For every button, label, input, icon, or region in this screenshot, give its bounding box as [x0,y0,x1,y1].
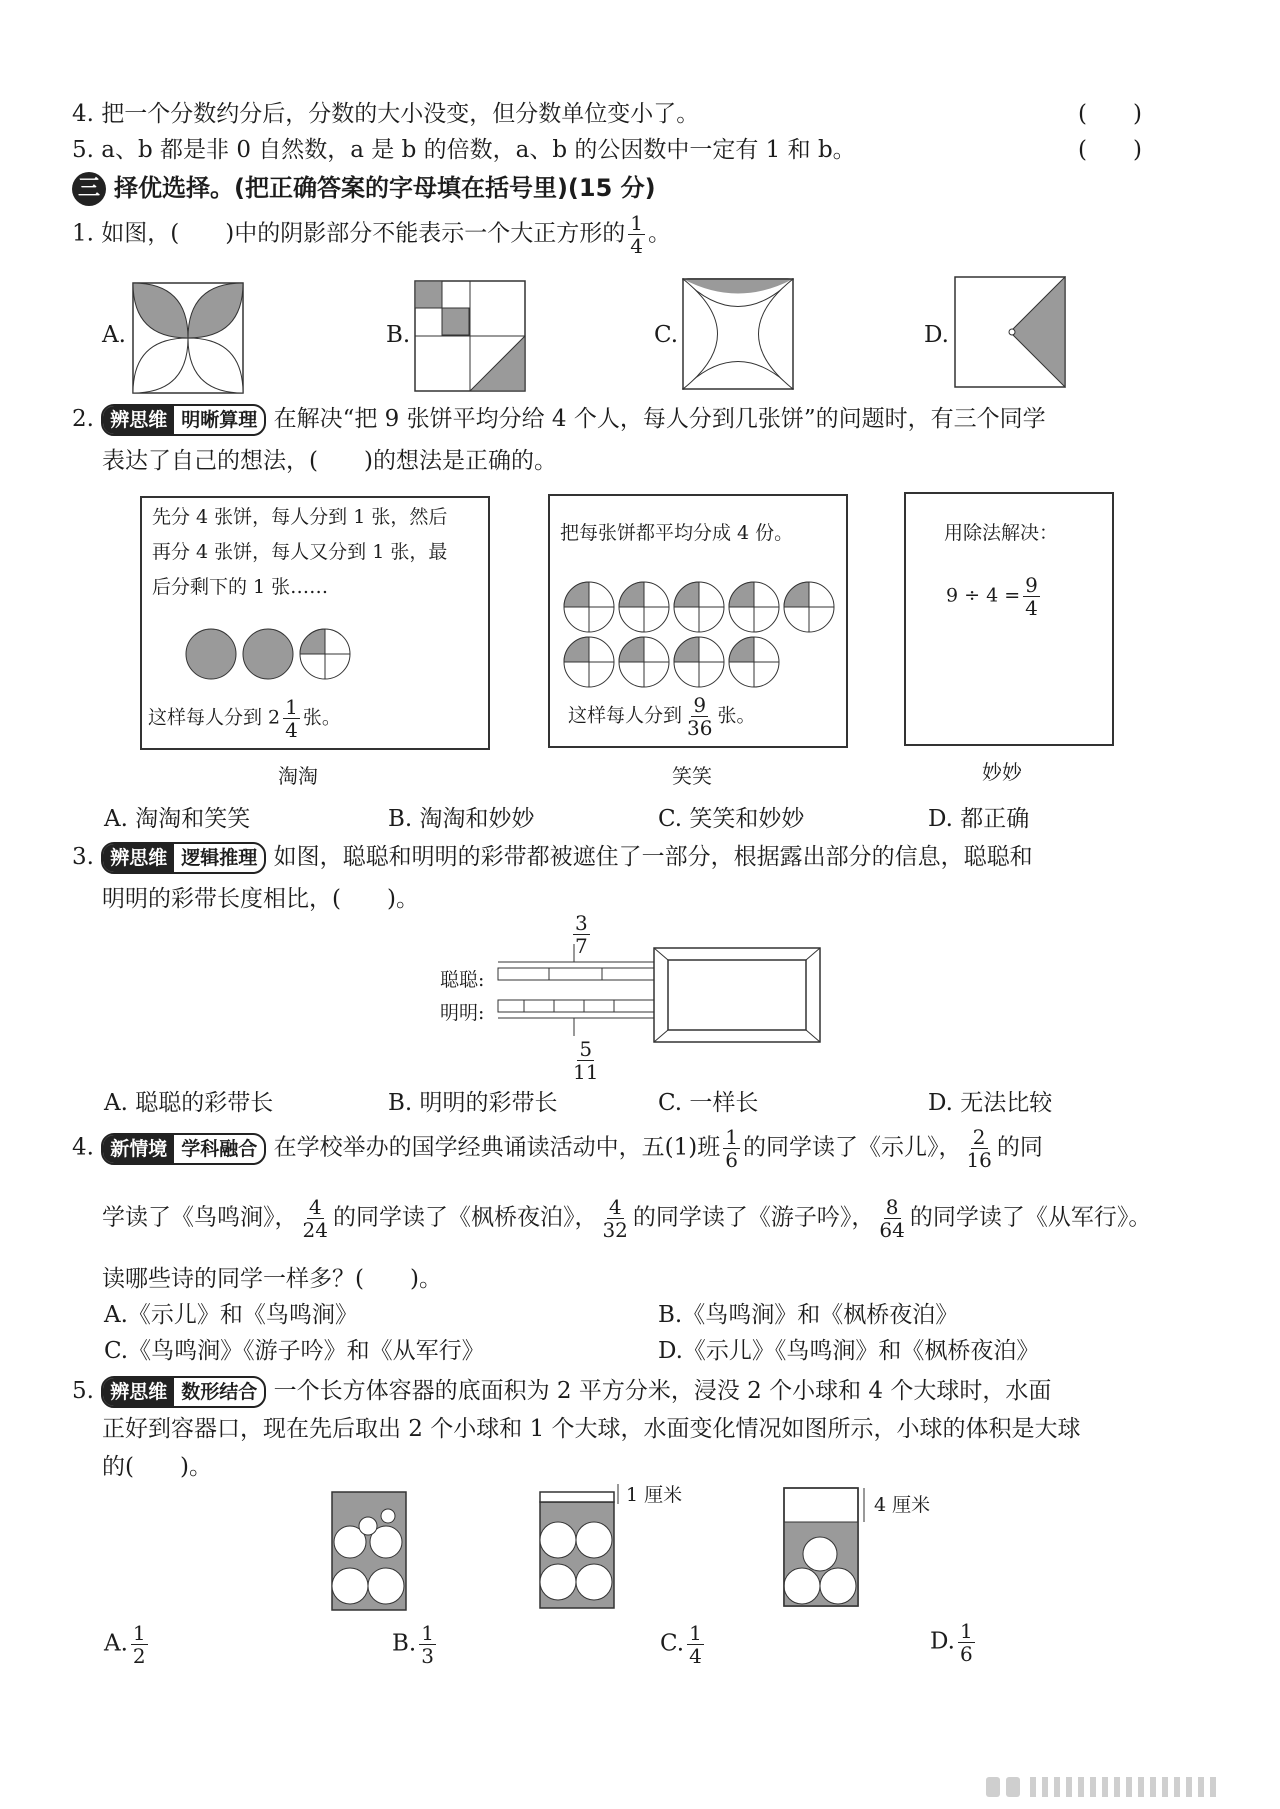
xiaoxiao-text: 把每张饼都平均分成 4 份。 [560,522,794,544]
question-number: 2. [72,406,94,432]
question-3-line-2: 明明的彩带长度相比，( )。 [102,886,419,912]
q3-option-d[interactable]: D. 无法比较 [928,1090,1053,1116]
miaomiao-text: 用除法解决： [944,522,1059,544]
question-number: 5. [72,1378,94,1404]
judge-item-5: 5. a、b 都是非 0 自然数，a 是 b 的倍数，a、b 的公因数中一定有 1 和 b。 [72,137,856,163]
q2-option-c[interactable]: C. 笑笑和妙妙 [658,806,805,832]
question-number: 3. [72,844,94,870]
ribbon-diagram [494,940,824,1046]
question-tag: 新情境 学科融合 [101,1133,266,1165]
question-4-line-3: 读哪些诗的同学一样多？( )。 [102,1266,442,1292]
scanner-marks-icon [986,1773,1256,1801]
question-2-line-2: 表达了自己的想法，( )的想法是正确的。 [102,448,557,474]
mingming-label: 明明: [440,1002,485,1024]
miaomiao-idea-box [904,492,1114,746]
q2-option-b[interactable]: B. 淘淘和妙妙 [388,806,535,832]
mingming-fraction: $\frac{5}{11}$ [573,1037,599,1084]
question-5-stem: 一个长方体容器的底面积为 2 平方分米，浸没 2 个小球和 4 个大球时，水面 [273,1378,1052,1404]
xiaoxiao-idea-box [548,494,848,748]
q2-option-a[interactable]: A. 淘淘和笑笑 [104,806,251,832]
pancakes-figure [184,626,354,682]
section-title: 择优选择。(把正确答案的字母填在括号里)(15 分) [114,174,656,202]
quartered-pancakes-figure [562,580,838,690]
q4-option-b[interactable]: B.《鸟鸣涧》和《枫桥夜泊》 [658,1302,959,1328]
question-4-line-1: 4. 新情境 学科融合 在学校举办的国学经典诵读活动中，五(1)班 $\frac{1}{6}$ 的同学读了《示儿》， $\frac{2}{16}$ 的同 [72,1125,1043,1172]
q1-option-a-label[interactable]: A. [102,322,126,348]
section-header [72,168,656,206]
q1-figure-d [954,276,1066,388]
q3-option-a[interactable]: A. 聪聪的彩带长 [104,1090,274,1116]
congcong-label: 聪聪: [440,969,485,991]
question-5-line-3: 的( )。 [102,1454,212,1480]
q4-option-d[interactable]: D.《示儿》《鸟鸣涧》和《枫桥夜泊》 [658,1338,1040,1364]
question-1-stem: 1. 如图，( )中的阴影部分不能表示一个大正方形的 [72,220,626,247]
container-figure-2 [538,1482,622,1610]
question-4-line-2: 学读了《鸟鸣涧》， $\frac{4}{24}$ 的同学读了《枫桥夜泊》， $\frac{4}{32}$ 的同学读了《游子吟》， $\frac{8}{64}$ 的同学读了《从军行》。 [102,1195,1152,1242]
period: 。 [647,220,671,247]
q5-option-a[interactable]: A. $\frac{1}{2}$ [104,1621,146,1668]
container-figure-1 [330,1490,410,1614]
question-1-text [72,212,671,257]
xiaoxiao-result: 这样每人分到 $\frac{9}{36}$ 张。 [568,693,756,740]
q2-option-d[interactable]: D. 都正确 [928,806,1030,832]
question-2-stem: 在解决“把 9 张饼平均分给 4 个人，每人分到几张饼”的问题时，有三个同学 [273,406,1046,432]
answer-paren-4[interactable]: ( ) [1078,101,1142,127]
q3-option-c[interactable]: C. 一样长 [658,1090,759,1116]
container-figure-3 [782,1486,872,1610]
xiaoxiao-name: 笑笑 [672,764,712,788]
judge-item-4: 4. 把一个分数约分后，分数的大小没变，但分数单位变小了。 [72,101,700,127]
taotao-idea-box [140,496,490,750]
q5-option-d[interactable]: D. $\frac{1}{6}$ [930,1619,973,1666]
question-5-line-1 [72,1372,1051,1408]
water-drop-label-2: 4 厘米 [874,1494,931,1516]
miaomiao-equation: 9 ÷ 4 = $\frac{9}{4}$ [946,573,1038,620]
q1-figure-c [682,278,794,390]
question-5-line-2: 正好到容器口，现在先后取出 2 个小球和 1 个大球，水面变化情况如图所示，小球的体积是大球 [102,1416,1081,1442]
q1-figure-a [132,282,244,394]
question-3-line-1 [72,838,1033,874]
congcong-fraction: $\frac{3}{7}$ [575,911,588,958]
question-tag: 辨思维 逻辑推理 [101,842,266,874]
q1-option-c-label[interactable]: C. [654,322,679,348]
question-tag: 辨思维 明晰算理 [101,404,266,436]
miaomiao-name: 妙妙 [982,760,1022,784]
q1-option-b-label[interactable]: B. [386,322,411,348]
q3-option-b[interactable]: B. 明明的彩带长 [388,1090,558,1116]
q4-option-c[interactable]: C.《鸟鸣涧》《游子吟》和《从军行》 [104,1338,485,1364]
question-tag: 辨思维 数形结合 [101,1376,266,1408]
taotao-result: 这样每人分到 2 $\frac{1}{4}$ 张。 [148,695,341,742]
taotao-name: 淘淘 [278,764,318,788]
question-3-stem: 如图，聪聪和明明的彩带都被遮住了一部分，根据露出部分的信息，聪聪和 [273,844,1033,870]
q5-option-b[interactable]: B. $\frac{1}{3}$ [392,1621,434,1668]
q5-option-c[interactable]: C. $\frac{1}{4}$ [660,1621,702,1668]
water-drop-label-1: 1 厘米 [626,1484,683,1506]
answer-paren-5[interactable]: ( ) [1078,137,1142,163]
q1-figure-b [414,280,526,392]
q4-option-a[interactable]: A.《示儿》和《鸟鸣涧》 [104,1302,358,1328]
section-number-badge: 三 [72,172,106,206]
fraction: $\frac{1}{4}$ [630,211,643,258]
taotao-text: 先分 4 张饼，每人分到 1 张，然后 再分 4 张饼，每人又分到 1 张，最 后分剩下的 1 张…… [152,506,448,598]
question-2-line-1 [72,400,1046,436]
q1-option-d-label[interactable]: D. [924,322,949,348]
question-number: 4. [72,1134,94,1161]
